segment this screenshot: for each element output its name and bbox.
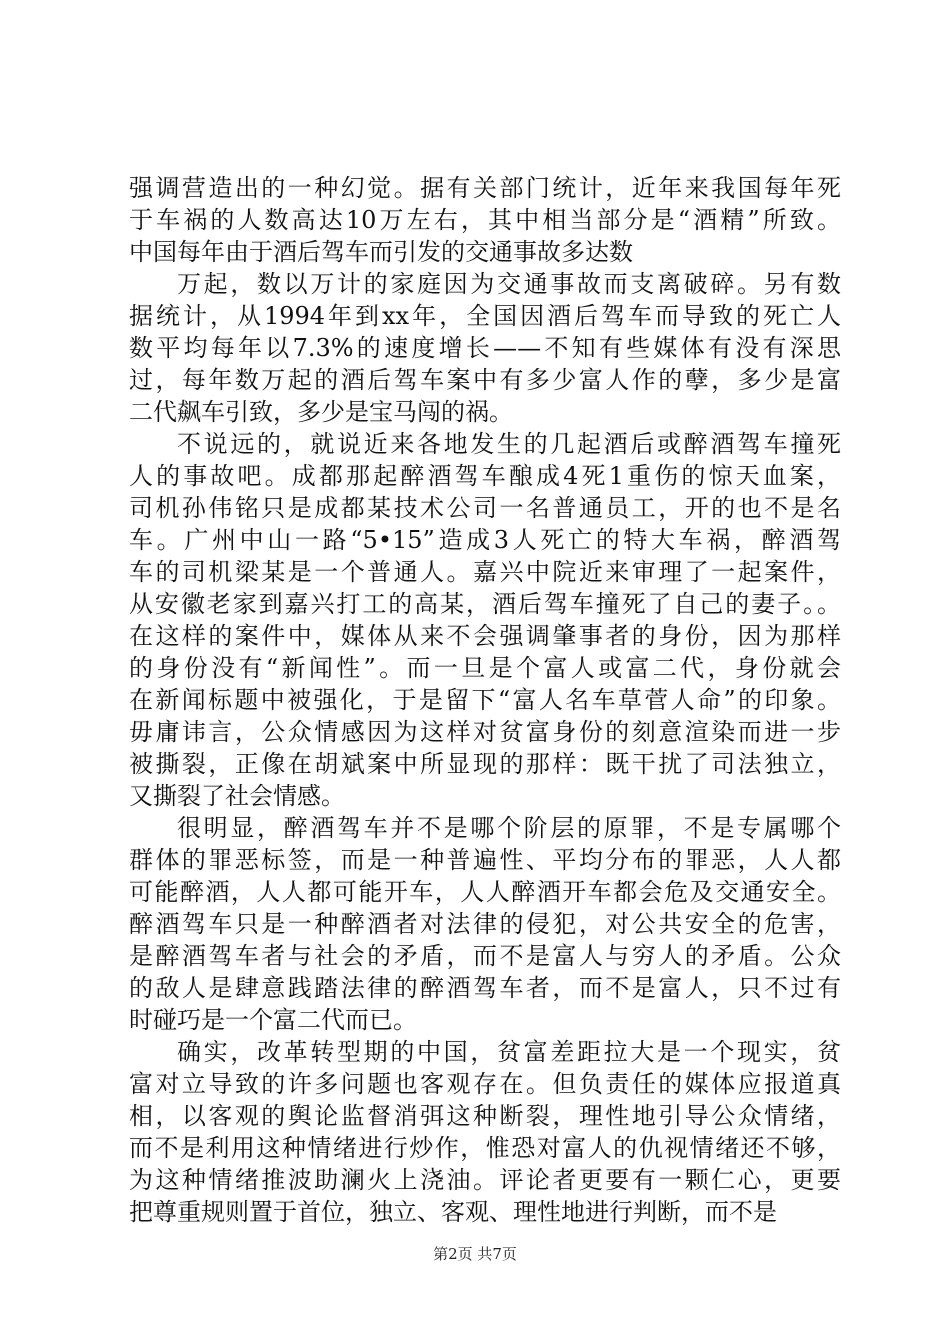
paragraph [129, 428, 841, 812]
text-line: 很明显，醉酒驾车并不是哪个阶层的原罪，不是专属哪个 [177, 814, 841, 842]
text-line: 时碰巧是一个富二代而已。 [129, 1006, 417, 1034]
text-line: 司机孙伟铭只是成都某技术公司一名普通员工，开的也不是名 [129, 494, 841, 522]
text-line: 据统计，从1994年到xx年，全国因酒后驾车而导致的死亡人 [129, 302, 841, 330]
text-line: 相，以客观的舆论监督消弭这种断裂，理性地引导公众情绪， [129, 1102, 841, 1130]
text-line: 可能醉酒，人人都可能开车，人人醉酒开车都会危及交通安全。 [129, 878, 841, 906]
paragraph [129, 172, 841, 268]
text-line: 中国每年由于酒后驾车而引发的交通事故多达数 [129, 238, 633, 266]
text-line: 的敌人是肆意践踏法律的醉酒驾车者，而不是富人，只不过有 [129, 974, 841, 1002]
text-line: 人的事故吧。成都那起醉酒驾车酿成4死1重伤的惊天血案， [129, 462, 841, 490]
text-line: 车。广州中山一路“5•15”造成3人死亡的特大车祸，醉酒驾 [129, 526, 841, 554]
text-line: 而不是利用这种情绪进行炒作，惟恐对富人的仇视情绪还不够， [129, 1134, 841, 1162]
text-line: 在新闻标题中被强化，于是留下“富人名车草菅人命”的印象。 [129, 686, 841, 714]
text-line: 在这样的案件中，媒体从来不会强调肇事者的身份，因为那样 [129, 622, 841, 650]
text-line: 群体的罪恶标签，而是一种普遍性、平均分布的罪恶，人人都 [129, 846, 841, 874]
text-line: 从安徽老家到嘉兴打工的高某，酒后驾车撞死了自己的妻子。。 [129, 590, 841, 618]
text-line: 为这种情绪推波助澜火上浇油。评论者更要有一颗仁心，更要 [129, 1166, 841, 1194]
paragraph [129, 1036, 841, 1228]
text-line: 又撕裂了社会情感。 [129, 782, 345, 810]
text-line: 醉酒驾车只是一种醉酒者对法律的侵犯，对公共安全的危害， [129, 910, 841, 938]
text-line: 是醉酒驾车者与社会的矛盾，而不是富人与穷人的矛盾。公众 [129, 942, 841, 970]
paragraph [129, 268, 841, 428]
article-body [129, 172, 841, 1228]
text-line: 车的司机梁某是一个普通人。嘉兴中院近来审理了一起案件， [129, 558, 841, 586]
text-line: 确实，改革转型期的中国，贫富差距拉大是一个现实，贫 [177, 1038, 841, 1066]
text-line: 不说远的，就说近来各地发生的几起酒后或醉酒驾车撞死 [177, 430, 841, 458]
text-line: 强调营造出的一种幻觉。据有关部门统计，近年来我国每年死 [129, 174, 841, 202]
text-line: 数平均每年以7.3%的速度增长——不知有些媒体有没有深思 [129, 334, 841, 362]
paragraph [129, 812, 841, 1036]
text-line: 过，每年数万起的酒后驾车案中有多少富人作的孽，多少是富 [129, 366, 841, 394]
text-line: 把尊重规则置于首位，独立、客观、理性地进行判断，而不是 [129, 1198, 777, 1226]
text-line: 被撕裂，正像在胡斌案中所显现的那样：既干扰了司法独立， [129, 750, 841, 778]
text-line: 于车祸的人数高达10万左右，其中相当部分是“酒精”所致。 [129, 206, 841, 234]
text-line: 万起，数以万计的家庭因为交通事故而支离破碎。另有数 [177, 270, 841, 298]
text-line: 二代飙车引致，多少是宝马闯的祸。 [129, 398, 513, 426]
text-line: 的身份没有“新闻性”。而一旦是个富人或富二代，身份就会 [129, 654, 841, 682]
page-number-footer: 第2页 共7页 [433, 1245, 517, 1263]
text-line: 富对立导致的许多问题也客观存在。但负责任的媒体应报道真 [129, 1070, 841, 1098]
text-line: 毋庸讳言，公众情感因为这样对贫富身份的刻意渲染而进一步 [129, 718, 841, 746]
